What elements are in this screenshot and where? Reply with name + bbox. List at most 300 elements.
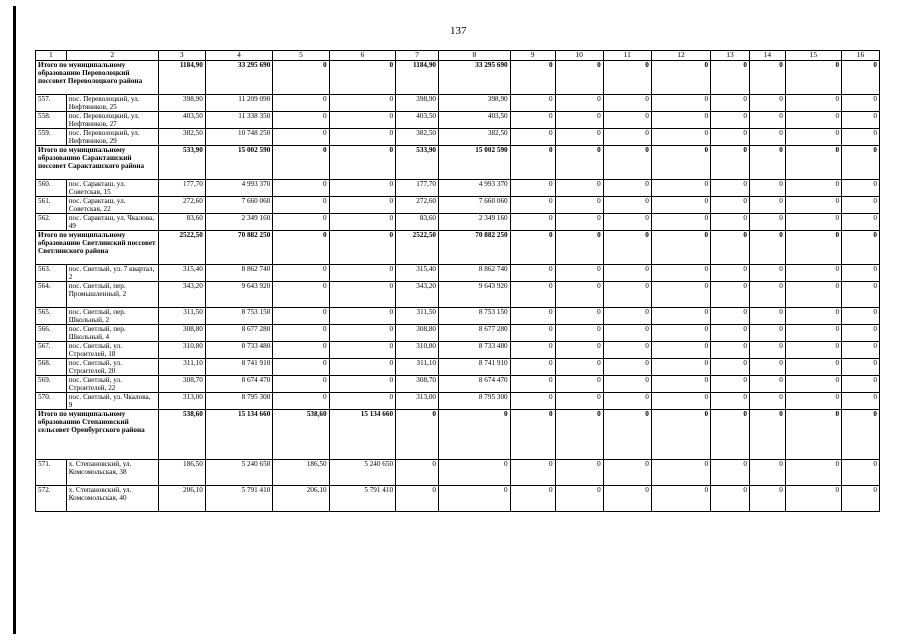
row-number: 559.	[36, 129, 67, 146]
value-cell: 15 134 660	[329, 410, 395, 460]
value-cell: 0	[651, 214, 710, 231]
value-cell: 0	[603, 393, 651, 410]
value-cell: 0	[510, 342, 555, 359]
value-cell: 8 677 280	[439, 325, 511, 342]
value-cell: 0	[555, 410, 603, 460]
value-cell: 206,10	[273, 486, 329, 512]
value-cell: 0	[273, 342, 329, 359]
table-row	[36, 393, 880, 410]
value-cell: 8 741 910	[205, 359, 273, 376]
value-cell: 0	[273, 146, 329, 180]
value-cell: 343,20	[158, 282, 205, 308]
value-cell: 0	[273, 308, 329, 325]
value-cell: 0	[711, 61, 750, 95]
value-cell: 0	[842, 231, 880, 265]
subtotal-row	[36, 231, 880, 265]
value-cell: 0	[555, 146, 603, 180]
value-cell: 2 349 160	[439, 214, 511, 231]
address-cell: пос. Светлый, пер. Промышленный, 2	[66, 282, 158, 308]
value-cell: 382,50	[158, 129, 205, 146]
value-cell: 0	[510, 197, 555, 214]
table-row	[36, 180, 880, 197]
value-cell: 0	[842, 376, 880, 393]
value-cell: 0	[510, 325, 555, 342]
value-cell: 0	[842, 486, 880, 512]
table-row	[36, 95, 880, 112]
value-cell: 0	[555, 197, 603, 214]
value-cell: 0	[603, 325, 651, 342]
value-cell: 0	[785, 282, 841, 308]
row-number: 569.	[36, 376, 67, 393]
value-cell: 0	[749, 146, 785, 180]
value-cell: 8 741 910	[439, 359, 511, 376]
address-cell: пос. Светлый, ул. Строителей, 18	[66, 342, 158, 359]
value-cell: 0	[510, 265, 555, 282]
value-cell: 0	[785, 146, 841, 180]
value-cell: 0	[329, 308, 395, 325]
column-header: 12	[651, 51, 710, 61]
value-cell: 0	[329, 214, 395, 231]
value-cell: 0	[273, 265, 329, 282]
value-cell: 0	[651, 112, 710, 129]
value-cell: 0	[510, 112, 555, 129]
value-cell: 313,00	[158, 393, 205, 410]
value-cell: 0	[785, 393, 841, 410]
value-cell: 0	[555, 180, 603, 197]
value-cell: 0	[651, 393, 710, 410]
value-cell: 0	[842, 460, 880, 486]
value-cell: 4 993 370	[439, 180, 511, 197]
value-cell: 315,40	[396, 265, 439, 282]
value-cell: 308,80	[158, 325, 205, 342]
value-cell: 0	[603, 95, 651, 112]
value-cell: 0	[603, 61, 651, 95]
value-cell: 0	[555, 359, 603, 376]
value-cell: 0	[555, 393, 603, 410]
value-cell: 8 753 150	[205, 308, 273, 325]
value-cell: 0	[842, 146, 880, 180]
value-cell: 186,50	[273, 460, 329, 486]
value-cell: 0	[603, 308, 651, 325]
value-cell: 0	[651, 95, 710, 112]
value-cell: 0	[842, 61, 880, 95]
value-cell: 308,70	[396, 376, 439, 393]
value-cell: 83,60	[158, 214, 205, 231]
value-cell: 8 795 300	[439, 393, 511, 410]
column-header: 7	[396, 51, 439, 61]
value-cell: 0	[396, 486, 439, 512]
value-cell: 8 753 150	[439, 308, 511, 325]
value-cell: 0	[749, 486, 785, 512]
table-row	[36, 359, 880, 376]
value-cell: 313,00	[396, 393, 439, 410]
value-cell: 0	[329, 376, 395, 393]
value-cell: 0	[329, 282, 395, 308]
value-cell: 0	[603, 214, 651, 231]
value-cell: 0	[329, 265, 395, 282]
value-cell: 0	[749, 180, 785, 197]
value-cell: 0	[785, 460, 841, 486]
value-cell: 5 240 650	[329, 460, 395, 486]
column-header: 9	[510, 51, 555, 61]
value-cell: 0	[510, 393, 555, 410]
value-cell: 206,10	[158, 486, 205, 512]
value-cell: 0	[651, 180, 710, 197]
address-cell: пос. Светлый, ул. Чкалова, 9	[66, 393, 158, 410]
value-cell: 0	[749, 308, 785, 325]
value-cell: 403,50	[396, 112, 439, 129]
value-cell: 33 295 690	[205, 61, 273, 95]
value-cell: 0	[842, 214, 880, 231]
column-header: 4	[205, 51, 273, 61]
value-cell: 0	[555, 214, 603, 231]
value-cell: 11 209 090	[205, 95, 273, 112]
value-cell: 0	[510, 410, 555, 460]
value-cell: 0	[396, 460, 439, 486]
value-cell: 0	[273, 61, 329, 95]
value-cell: 0	[555, 112, 603, 129]
value-cell: 0	[711, 231, 750, 265]
value-cell: 186,50	[158, 460, 205, 486]
value-cell: 0	[329, 342, 395, 359]
address-cell: х. Степановский, ул. Комсомольская, 40	[66, 486, 158, 512]
value-cell: 0	[785, 376, 841, 393]
value-cell: 0	[510, 308, 555, 325]
value-cell: 0	[273, 231, 329, 265]
address-cell: пос. Переволоцкий, ул. Нефтяников, 27	[66, 112, 158, 129]
value-cell: 0	[749, 197, 785, 214]
value-cell: 0	[510, 214, 555, 231]
column-header: 1	[36, 51, 67, 61]
value-cell: 0	[510, 486, 555, 512]
address-cell: пос. Переволоцкий, ул. Нефтяников, 29	[66, 129, 158, 146]
value-cell: 533,90	[396, 146, 439, 180]
row-number: 572.	[36, 486, 67, 512]
value-cell: 0	[555, 460, 603, 486]
value-cell: 0	[711, 325, 750, 342]
value-cell: 311,10	[158, 359, 205, 376]
value-cell: 0	[439, 410, 511, 460]
value-cell: 0	[273, 180, 329, 197]
value-cell: 15 002 590	[205, 146, 273, 180]
value-cell: 0	[651, 282, 710, 308]
value-cell: 0	[785, 95, 841, 112]
value-cell: 0	[555, 325, 603, 342]
subtotal-row	[36, 410, 880, 460]
value-cell: 10 748 250	[205, 129, 273, 146]
address-cell: пос. Саракташ, ул. Советская, 15	[66, 180, 158, 197]
value-cell: 0	[439, 486, 511, 512]
column-header: 16	[842, 51, 880, 61]
value-cell: 0	[711, 146, 750, 180]
value-cell: 0	[555, 265, 603, 282]
value-cell: 538,60	[273, 410, 329, 460]
value-cell: 272,60	[158, 197, 205, 214]
value-cell: 0	[273, 214, 329, 231]
value-cell: 382,50	[396, 129, 439, 146]
address-cell: пос. Светлый, ул. Строителей, 20	[66, 359, 158, 376]
value-cell: 0	[273, 112, 329, 129]
value-cell: 0	[749, 265, 785, 282]
value-cell: 0	[711, 308, 750, 325]
page-number: 137	[450, 25, 467, 37]
value-cell: 0	[711, 359, 750, 376]
value-cell: 308,80	[396, 325, 439, 342]
value-cell: 0	[749, 325, 785, 342]
value-cell: 8 795 300	[205, 393, 273, 410]
table-row	[36, 376, 880, 393]
binding-edge-line	[13, 6, 16, 634]
row-number: 562.	[36, 214, 67, 231]
value-cell: 0	[510, 460, 555, 486]
value-cell: 8 733 480	[205, 342, 273, 359]
value-cell: 0	[555, 95, 603, 112]
table-row	[36, 265, 880, 282]
value-cell: 0	[510, 129, 555, 146]
address-cell: пос. Саракташ, ул. Чкалова, 49	[66, 214, 158, 231]
value-cell: 0	[273, 95, 329, 112]
value-cell: 0	[329, 129, 395, 146]
value-cell: 0	[603, 410, 651, 460]
address-cell: пос. Светлый, ул. Строителей, 22	[66, 376, 158, 393]
value-cell: 0	[603, 146, 651, 180]
value-cell: 8 677 280	[205, 325, 273, 342]
value-cell: 538,60	[158, 410, 205, 460]
value-cell: 0	[651, 265, 710, 282]
value-cell: 2522,50	[396, 231, 439, 265]
value-cell: 0	[842, 197, 880, 214]
value-cell: 0	[785, 486, 841, 512]
column-header: 2	[66, 51, 158, 61]
value-cell: 0	[651, 359, 710, 376]
table-row	[36, 282, 880, 308]
value-cell: 0	[603, 180, 651, 197]
value-cell: 33 295 690	[439, 61, 511, 95]
value-cell: 0	[785, 214, 841, 231]
value-cell: 0	[651, 410, 710, 460]
value-cell: 0	[711, 282, 750, 308]
row-number: 567.	[36, 342, 67, 359]
value-cell: 0	[711, 460, 750, 486]
row-number: 566.	[36, 325, 67, 342]
value-cell: 0	[329, 231, 395, 265]
column-header: 13	[711, 51, 750, 61]
value-cell: 5 791 410	[205, 486, 273, 512]
value-cell: 0	[603, 129, 651, 146]
row-number: 564.	[36, 282, 67, 308]
value-cell: 1184,90	[158, 61, 205, 95]
table-row	[36, 460, 880, 486]
column-header: 3	[158, 51, 205, 61]
value-cell: 0	[555, 376, 603, 393]
row-number: 565.	[36, 308, 67, 325]
value-cell: 70 882 250	[205, 231, 273, 265]
value-cell: 0	[651, 308, 710, 325]
column-number-row	[36, 51, 880, 61]
value-cell: 0	[555, 486, 603, 512]
value-cell: 0	[785, 265, 841, 282]
subtotal-row	[36, 146, 880, 180]
value-cell: 7 660 060	[205, 197, 273, 214]
value-cell: 0	[785, 359, 841, 376]
value-cell: 8 674 470	[205, 376, 273, 393]
value-cell: 403,50	[158, 112, 205, 129]
value-cell: 0	[555, 129, 603, 146]
value-cell: 0	[842, 180, 880, 197]
value-cell: 0	[555, 308, 603, 325]
value-cell: 5 791 410	[329, 486, 395, 512]
value-cell: 0	[749, 282, 785, 308]
value-cell: 0	[651, 129, 710, 146]
value-cell: 0	[785, 180, 841, 197]
value-cell: 15 134 660	[205, 410, 273, 460]
value-cell: 311,50	[158, 308, 205, 325]
value-cell: 0	[329, 95, 395, 112]
value-cell: 0	[396, 410, 439, 460]
row-number: 558.	[36, 112, 67, 129]
row-number: 568.	[36, 359, 67, 376]
value-cell: 311,50	[396, 308, 439, 325]
value-cell: 0	[510, 359, 555, 376]
value-cell: 0	[273, 376, 329, 393]
table-body	[36, 51, 880, 512]
value-cell: 0	[603, 359, 651, 376]
row-number: 557.	[36, 95, 67, 112]
value-cell: 0	[842, 308, 880, 325]
value-cell: 0	[749, 214, 785, 231]
value-cell: 0	[711, 265, 750, 282]
value-cell: 9 643 920	[205, 282, 273, 308]
value-cell: 0	[749, 95, 785, 112]
table-row	[36, 214, 880, 231]
value-cell: 0	[785, 231, 841, 265]
table-row	[36, 112, 880, 129]
value-cell: 0	[603, 342, 651, 359]
table-row	[36, 308, 880, 325]
value-cell: 0	[273, 282, 329, 308]
value-cell: 2 349 160	[205, 214, 273, 231]
value-cell: 0	[711, 197, 750, 214]
value-cell: 0	[651, 231, 710, 265]
value-cell: 5 240 650	[205, 460, 273, 486]
row-number: 560.	[36, 180, 67, 197]
value-cell: 177,70	[158, 180, 205, 197]
value-cell: 0	[555, 342, 603, 359]
column-header: 11	[603, 51, 651, 61]
value-cell: 0	[651, 460, 710, 486]
value-cell: 177,70	[396, 180, 439, 197]
value-cell: 0	[842, 410, 880, 460]
value-cell: 0	[329, 393, 395, 410]
value-cell: 1184,90	[396, 61, 439, 95]
value-cell: 0	[711, 410, 750, 460]
value-cell: 0	[555, 282, 603, 308]
value-cell: 0	[439, 460, 511, 486]
value-cell: 0	[842, 129, 880, 146]
subtotal-label: Итого по муниципальному образованию Переволоцкий поссовет Переволоцкого района	[36, 61, 159, 95]
value-cell: 0	[711, 95, 750, 112]
row-number: 563.	[36, 265, 67, 282]
value-cell: 0	[785, 61, 841, 95]
value-cell: 272,60	[396, 197, 439, 214]
value-cell: 83,60	[396, 214, 439, 231]
value-cell: 0	[510, 146, 555, 180]
value-cell: 0	[711, 112, 750, 129]
value-cell: 311,10	[396, 359, 439, 376]
value-cell: 0	[603, 486, 651, 512]
column-header: 14	[749, 51, 785, 61]
value-cell: 382,50	[439, 129, 511, 146]
value-cell: 0	[510, 376, 555, 393]
value-cell: 0	[603, 265, 651, 282]
column-header: 6	[329, 51, 395, 61]
value-cell: 8 862 740	[205, 265, 273, 282]
value-cell: 0	[842, 359, 880, 376]
value-cell: 0	[329, 197, 395, 214]
column-header: 5	[273, 51, 329, 61]
value-cell: 0	[711, 486, 750, 512]
column-header: 8	[439, 51, 511, 61]
value-cell: 533,90	[158, 146, 205, 180]
value-cell: 308,70	[158, 376, 205, 393]
value-cell: 11 338 350	[205, 112, 273, 129]
value-cell: 0	[842, 325, 880, 342]
value-cell: 0	[785, 342, 841, 359]
value-cell: 0	[785, 112, 841, 129]
row-number: 561.	[36, 197, 67, 214]
value-cell: 0	[785, 197, 841, 214]
subtotal-label: Итого по муниципальному образованию Светлинский поссовет Светлинского района	[36, 231, 159, 265]
table-row	[36, 342, 880, 359]
value-cell: 0	[842, 112, 880, 129]
value-cell: 0	[651, 486, 710, 512]
value-cell: 0	[842, 393, 880, 410]
value-cell: 8 733 480	[439, 342, 511, 359]
value-cell: 0	[329, 61, 395, 95]
value-cell: 398,90	[158, 95, 205, 112]
row-number: 571.	[36, 460, 67, 486]
value-cell: 7 660 060	[439, 197, 511, 214]
value-cell: 398,90	[396, 95, 439, 112]
value-cell: 0	[749, 359, 785, 376]
address-cell: пос. Светлый, пер. Школьный, 4	[66, 325, 158, 342]
table-row	[36, 486, 880, 512]
value-cell: 0	[842, 95, 880, 112]
column-header: 15	[785, 51, 841, 61]
value-cell: 0	[273, 359, 329, 376]
value-cell: 0	[711, 376, 750, 393]
value-cell: 403,50	[439, 112, 511, 129]
table-row	[36, 197, 880, 214]
value-cell: 0	[711, 393, 750, 410]
value-cell: 0	[329, 112, 395, 129]
value-cell: 0	[273, 129, 329, 146]
value-cell: 0	[651, 146, 710, 180]
value-cell: 398,90	[439, 95, 511, 112]
address-cell: х. Степановский, ул. Комсомольская, 38	[66, 460, 158, 486]
value-cell: 0	[842, 342, 880, 359]
value-cell: 0	[711, 214, 750, 231]
value-cell: 0	[329, 325, 395, 342]
value-cell: 0	[651, 376, 710, 393]
value-cell: 310,80	[396, 342, 439, 359]
address-cell: пос. Светлый, ул. 7 квартал, 2	[66, 265, 158, 282]
value-cell: 0	[329, 146, 395, 180]
row-number: 570.	[36, 393, 67, 410]
value-cell: 0	[651, 61, 710, 95]
value-cell: 0	[603, 231, 651, 265]
value-cell: 2522,50	[158, 231, 205, 265]
